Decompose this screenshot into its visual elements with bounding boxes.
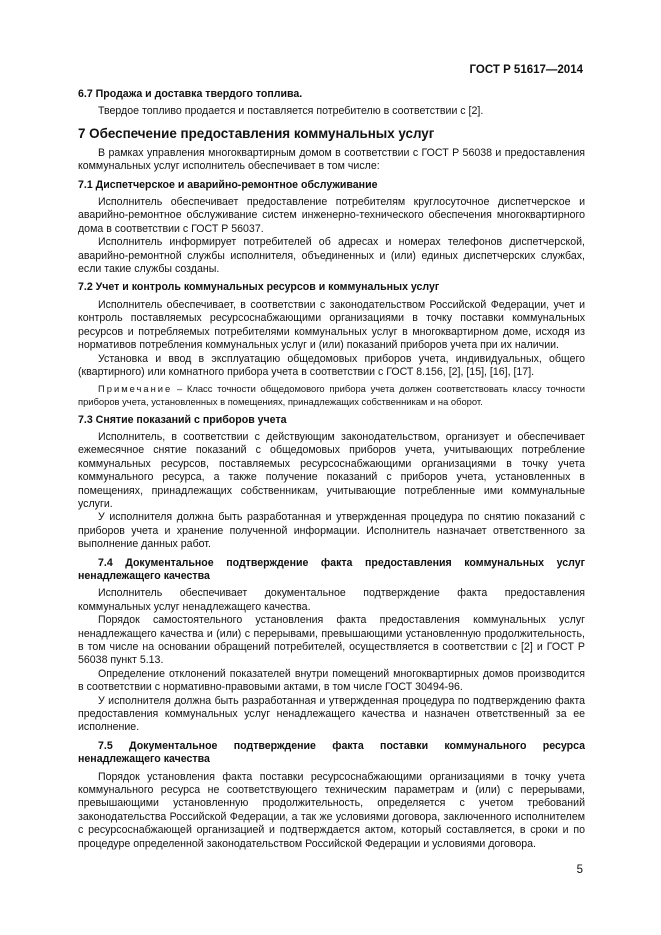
section-7-1-p2: Исполнитель информирует потребителей об адресах и номерах телефонов диспетчерской, аварийно-ремонтной службы исполнителя, объединенных и (или) единых диспетчерских службах, если такие службы созданы.: [78, 236, 585, 276]
section-7-2-p1: Исполнитель обеспечивает, в соответствии с законодательством Российской Федерации, учет и контроль поставляемых ресурсоснабжающими организациями в точку поставки коммунальных ресурсов и потребляемых потребителями коммунальных услуг в многоквартирном доме, исходя из нормативов потребления коммунальных услуг и (или) показаний приборов учета при их наличии.: [78, 298, 585, 352]
section-7-3-p2: У исполнителя должна быть разработанная и утвержденная процедура по снятию показаний с приборов учета и хранение полученной информации. Исполнитель назначает ответственного за выполнение данных работ.: [78, 511, 585, 551]
section-7-4-p3: Определение отклонений показателей внутри помещений многоквартирных домов производится в соответствии с нормативно-правовыми актами, в том числе ГОСТ 30494-96.: [78, 667, 585, 694]
section-7-3-heading: 7.3 Снятие показаний с приборов учета: [78, 413, 287, 426]
section-7-5-heading: 7.5 Документальное подтверждение факта поставки коммунального ресурса ненадлежащего качества: [78, 739, 585, 766]
section-7-2-heading: 7.2 Учет и контроль коммунальных ресурсов и коммунальных услуг: [78, 281, 440, 294]
document-body: [78, 88, 585, 851]
section-7-3-p1: Исполнитель, в соответствии с действующим законодательством, организует и обеспечивает ежемесячное снятие показаний с общедомовых приборов учета, учитывающих потребление коммунальных ресурсов, поставляемых ресурсоснабжающими организациями в точку учета коммунального ресурса, а также получение показаний с приборов учета, установленных в помещениях, принадлежащих собственникам, учитывающие потребленные ими коммунальные услуги.: [78, 430, 585, 510]
section-7-2-note: [78, 383, 585, 408]
section-7-heading: 7 Обеспечение предоставления коммунальных услуг: [78, 125, 435, 141]
document-header: ГОСТ Р 51617—2014: [469, 64, 583, 76]
note-label: Примечание: [98, 383, 173, 395]
section-7-1-heading: 7.1 Диспетчерское и аварийно-ремонтное обслуживание: [78, 178, 378, 191]
section-7-1-p1: Исполнитель обеспечивает предоставление потребителям круглосуточное диспетчерское и аварийно-ремонтное обслуживание систем инженерно-технического обеспечения многоквартирного дома в соответствии с ГОСТ Р 56037.: [78, 196, 585, 235]
section-6-7-heading: 6.7 Продажа и доставка твердого топлива.: [78, 88, 303, 100]
section-7-4-heading: 7.4 Документальное подтверждение факта предоставления коммунальных услуг ненадлежащего качества: [78, 556, 585, 582]
section-7-2-p2: Установка и ввод в эксплуатацию общедомовых приборов учета, индивидуальных, общего (квартирного) или комнатного прибора учета в соответствии с ГОСТ 8.156, [2], [15], [16], [17].: [78, 352, 585, 378]
section-7-5-p1: Порядок установления факта поставки ресурсоснабжающими организациями в точку учета коммунального ресурса не соответствующего техническим параметрам и (или) с перерывами, превышающими установленную продолжительность, определяется с учетом требований законодательства Российской Федерации, а так же условиями договора, заключенного исполнителем с ресурсоснабжающей организацией и подтверждается актом, который составляется, в сроки и по процедуре определенной законодательством Российской Федерации и условиями договора.: [78, 770, 585, 850]
note-text: – Класс точности общедомового прибора учета должен соответствовать классу точности приборов учета, установленных в помещениях, принадлежащих собственникам и на оборот.: [78, 383, 585, 407]
section-7-4-p1: Исполнитель обеспечивает документальное подтверждение факта предоставления коммунальных услуг ненадлежащего качества.: [78, 587, 585, 613]
section-6-7-text: Твердое топливо продается и поставляется потребителю в соответствии с [2].: [98, 105, 484, 118]
section-7-4-p2: Порядок самостоятельного установления факта предоставления коммунальных услуг ненадлежащего качества и (или) с перерывами, превышающими установленную продолжительность, в том числе на основании обращений потребителей, осуществляется в соответствии с [2] и ГОСТ Р 56038 пункт 5.13.: [78, 614, 585, 667]
section-7-intro: В рамках управления многоквартирным домом в соответствии с ГОСТ Р 56038 и предоставления коммунальных услуг исполнитель обеспечивает в том числе:: [78, 146, 585, 173]
page-number: 5: [576, 864, 583, 876]
section-7-4-p4: У исполнителя должна быть разработанная и утвержденная процедура по подтверждению факта предоставления коммунальных услуг ненадлежащего качества и назначен ответственный за ее исполнение.: [78, 694, 585, 734]
